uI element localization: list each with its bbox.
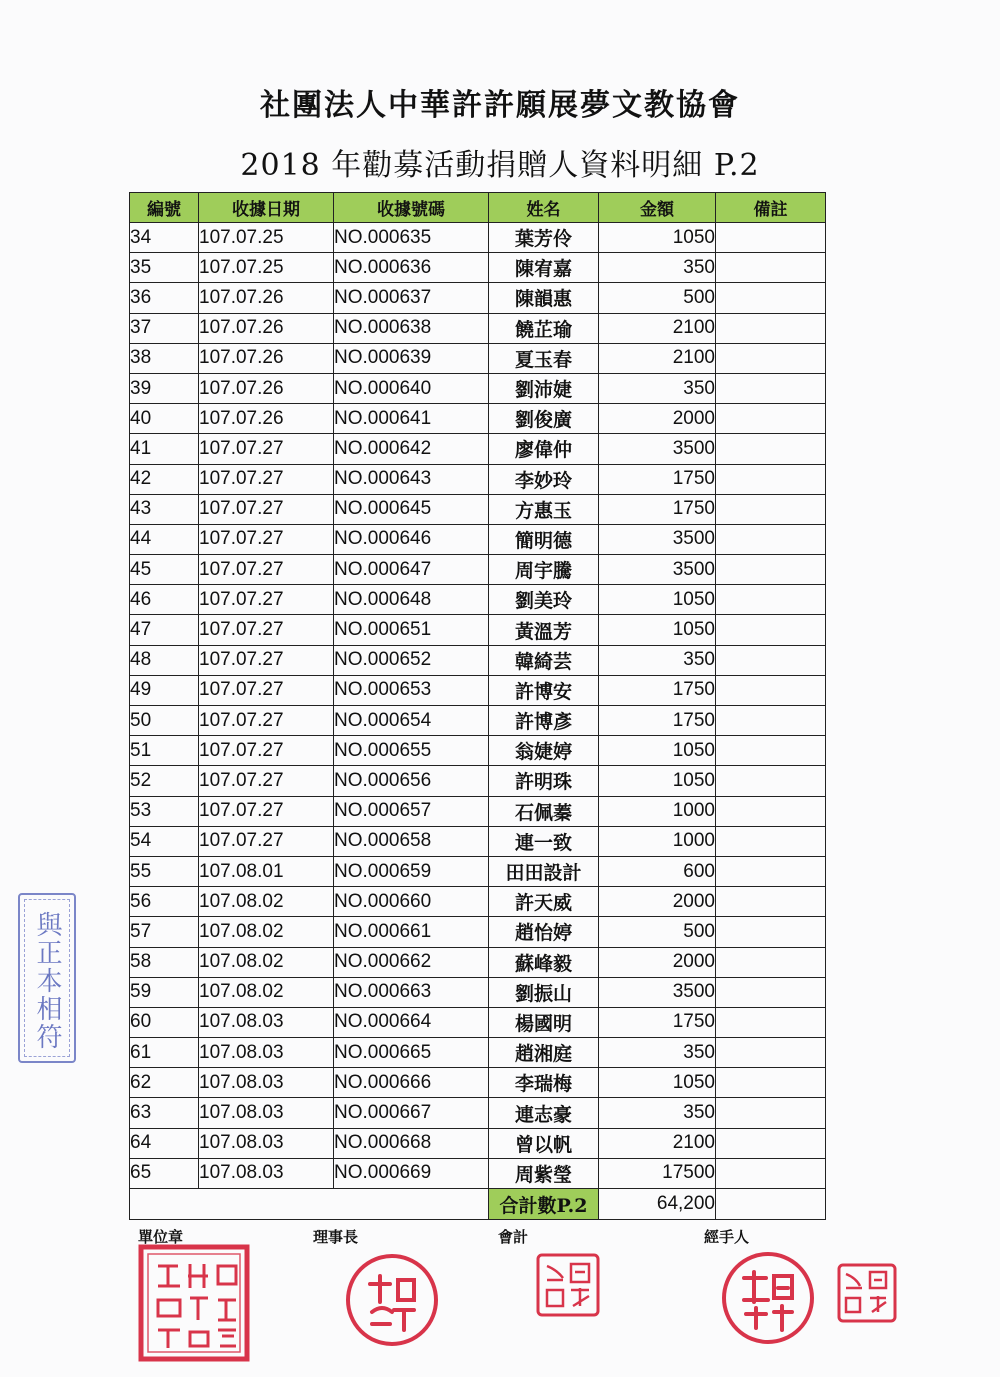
receipt-number: NO.000645: [334, 494, 489, 524]
row-number: 52: [130, 766, 199, 796]
receipt-number: NO.000637: [334, 283, 489, 313]
donor-name: 連一致: [489, 826, 599, 856]
remark: [716, 706, 826, 736]
receipt-date: 107.07.27: [199, 766, 334, 796]
column-header-note: 備註: [716, 193, 826, 223]
receipt-date: 107.08.02: [199, 947, 334, 977]
receipt-number: NO.000669: [334, 1158, 489, 1188]
remark: [716, 434, 826, 464]
donor-name: 方惠玉: [489, 494, 599, 524]
row-number: 53: [130, 796, 199, 826]
donor-name: 李妙玲: [489, 464, 599, 494]
donor-name: 許天威: [489, 887, 599, 917]
row-number: 55: [130, 856, 199, 886]
donor-name: 翁婕婷: [489, 736, 599, 766]
row-number: 46: [130, 585, 199, 615]
table-row: [130, 555, 826, 585]
table-row: [130, 615, 826, 645]
receipt-date: 107.08.03: [199, 1158, 334, 1188]
donor-name: 楊國明: [489, 1007, 599, 1037]
table-row: [130, 645, 826, 675]
receipt-number: NO.000656: [334, 766, 489, 796]
row-number: 36: [130, 283, 199, 313]
receipt-number: NO.000653: [334, 675, 489, 705]
remark: [716, 253, 826, 283]
donor-name: 廖偉仲: [489, 434, 599, 464]
donation-amount: 1050: [599, 615, 716, 645]
remark: [716, 283, 826, 313]
remark: [716, 947, 826, 977]
donation-amount: 1000: [599, 796, 716, 826]
table-row: [130, 675, 826, 705]
certified-copy-stamp: 與正本相符: [18, 893, 76, 1063]
receipt-date: 107.07.27: [199, 434, 334, 464]
donation-amount: 17500: [599, 1158, 716, 1188]
table-header-row: [130, 193, 826, 223]
remark: [716, 1128, 826, 1158]
remark: [716, 1098, 826, 1128]
donor-name: 劉沛婕: [489, 373, 599, 403]
chairman-seal-icon: [342, 1250, 442, 1350]
donation-amount: 350: [599, 373, 716, 403]
remark: [716, 856, 826, 886]
remark: [716, 464, 826, 494]
row-number: 40: [130, 404, 199, 434]
receipt-number: NO.000663: [334, 977, 489, 1007]
table-row: [130, 1007, 826, 1037]
table-row: [130, 796, 826, 826]
row-number: 42: [130, 464, 199, 494]
receipt-date: 107.07.25: [199, 223, 334, 253]
row-number: 35: [130, 253, 199, 283]
organization-seal-icon: [138, 1244, 250, 1362]
total-amount: 64,200: [599, 1189, 716, 1220]
receipt-number: NO.000657: [334, 796, 489, 826]
donation-amount: 2100: [599, 313, 716, 343]
receipt-date: 107.07.27: [199, 706, 334, 736]
receipt-number: NO.000664: [334, 1007, 489, 1037]
receipt-number: NO.000659: [334, 856, 489, 886]
receipt-number: NO.000640: [334, 373, 489, 403]
receipt-number: NO.000662: [334, 947, 489, 977]
table-row: [130, 1098, 826, 1128]
remark: [716, 796, 826, 826]
unit-seal-label: 單位章: [138, 1228, 184, 1246]
receipt-number: NO.000648: [334, 585, 489, 615]
receipt-date: 107.08.03: [199, 1038, 334, 1068]
table-row: [130, 977, 826, 1007]
total-row: [130, 1189, 826, 1220]
receipt-date: 107.07.27: [199, 615, 334, 645]
receipt-number: NO.000642: [334, 434, 489, 464]
remark: [716, 524, 826, 554]
donation-amount: 1050: [599, 736, 716, 766]
donation-amount: 2100: [599, 1128, 716, 1158]
donation-amount: 2000: [599, 404, 716, 434]
donor-name: 夏玉春: [489, 343, 599, 373]
row-number: 57: [130, 917, 199, 947]
donor-name: 趙湘庭: [489, 1038, 599, 1068]
donor-table: [129, 192, 826, 1220]
donor-name: 許博彥: [489, 706, 599, 736]
table-row: [130, 1128, 826, 1158]
receipt-number: NO.000636: [334, 253, 489, 283]
handler-seal-icon: [718, 1248, 818, 1348]
total-blank: [130, 1189, 489, 1220]
receipt-number: NO.000667: [334, 1098, 489, 1128]
donation-amount: 1750: [599, 464, 716, 494]
row-number: 34: [130, 223, 199, 253]
donor-name: 劉美玲: [489, 585, 599, 615]
receipt-date: 107.08.03: [199, 1128, 334, 1158]
row-number: 64: [130, 1128, 199, 1158]
receipt-date: 107.07.27: [199, 736, 334, 766]
remark: [716, 766, 826, 796]
receipt-date: 107.08.03: [199, 1007, 334, 1037]
row-number: 58: [130, 947, 199, 977]
table-row: [130, 283, 826, 313]
table-row: [130, 223, 826, 253]
remark: [716, 645, 826, 675]
donor-name: 黃溫芳: [489, 615, 599, 645]
donor-name: 石佩蓁: [489, 796, 599, 826]
receipt-number: NO.000660: [334, 887, 489, 917]
row-number: 37: [130, 313, 199, 343]
column-header-date: 收據日期: [199, 193, 334, 223]
row-number: 47: [130, 615, 199, 645]
donor-name: 許博安: [489, 675, 599, 705]
donation-amount: 1050: [599, 766, 716, 796]
remark: [716, 1158, 826, 1188]
donation-amount: 1000: [599, 826, 716, 856]
donation-amount: 350: [599, 645, 716, 675]
donation-amount: 500: [599, 283, 716, 313]
receipt-date: 107.07.27: [199, 675, 334, 705]
remark: [716, 494, 826, 524]
receipt-date: 107.07.27: [199, 524, 334, 554]
table-row: [130, 766, 826, 796]
row-number: 49: [130, 675, 199, 705]
row-number: 50: [130, 706, 199, 736]
table-row: [130, 887, 826, 917]
handler-label: 經手人: [704, 1228, 750, 1246]
donation-amount: 2000: [599, 887, 716, 917]
remark: [716, 404, 826, 434]
donation-amount: 3500: [599, 434, 716, 464]
row-number: 59: [130, 977, 199, 1007]
row-number: 62: [130, 1068, 199, 1098]
donation-amount: 3500: [599, 977, 716, 1007]
row-number: 38: [130, 343, 199, 373]
receipt-date: 107.07.27: [199, 826, 334, 856]
row-number: 45: [130, 555, 199, 585]
donor-name: 曾以帆: [489, 1128, 599, 1158]
donation-amount: 1750: [599, 1007, 716, 1037]
row-number: 65: [130, 1158, 199, 1188]
document-title: 2018 年勸募活動捐贈人資料明細 P.2: [240, 148, 760, 183]
donation-amount: 350: [599, 1098, 716, 1128]
receipt-number: NO.000652: [334, 645, 489, 675]
donation-amount: 3500: [599, 524, 716, 554]
donor-name: 劉振山: [489, 977, 599, 1007]
receipt-number: NO.000654: [334, 706, 489, 736]
row-number: 60: [130, 1007, 199, 1037]
receipt-date: 107.07.27: [199, 796, 334, 826]
column-header-number: 編號: [130, 193, 199, 223]
receipt-date: 107.08.03: [199, 1098, 334, 1128]
receipt-date: 107.08.01: [199, 856, 334, 886]
receipt-date: 107.07.27: [199, 494, 334, 524]
donation-amount: 2000: [599, 947, 716, 977]
receipt-number: NO.000666: [334, 1068, 489, 1098]
donor-name: 李瑞梅: [489, 1068, 599, 1098]
remark: [716, 1038, 826, 1068]
receipt-date: 107.07.27: [199, 645, 334, 675]
column-header-amount: 金額: [599, 193, 716, 223]
table-row: [130, 826, 826, 856]
remark: [716, 887, 826, 917]
table-row: [130, 736, 826, 766]
remark: [716, 1068, 826, 1098]
receipt-date: 107.08.02: [199, 977, 334, 1007]
remark: [716, 555, 826, 585]
receipt-date: 107.07.27: [199, 464, 334, 494]
remark: [716, 223, 826, 253]
row-number: 61: [130, 1038, 199, 1068]
second-accountant-seal-icon: [836, 1262, 898, 1324]
donor-name: 田田設計: [489, 856, 599, 886]
row-number: 54: [130, 826, 199, 856]
donor-name: 趙怡婷: [489, 917, 599, 947]
table-row: [130, 1038, 826, 1068]
donor-rows: [130, 223, 826, 1189]
table-row: [130, 856, 826, 886]
chairman-label: 理事長: [313, 1228, 359, 1246]
donation-amount: 1750: [599, 675, 716, 705]
donation-amount: 3500: [599, 555, 716, 585]
receipt-date: 107.08.02: [199, 917, 334, 947]
receipt-date: 107.08.02: [199, 887, 334, 917]
receipt-number: NO.000639: [334, 343, 489, 373]
table-row: [130, 494, 826, 524]
remark: [716, 585, 826, 615]
donation-amount: 2100: [599, 343, 716, 373]
remark: [716, 313, 826, 343]
donor-name: 簡明德: [489, 524, 599, 554]
donation-amount: 1050: [599, 585, 716, 615]
donor-name: 劉俊廣: [489, 404, 599, 434]
receipt-date: 107.07.26: [199, 313, 334, 343]
receipt-number: NO.000643: [334, 464, 489, 494]
receipt-number: NO.000658: [334, 826, 489, 856]
donation-amount: 600: [599, 856, 716, 886]
column-header-name: 姓名: [489, 193, 599, 223]
table-row: [130, 585, 826, 615]
donation-amount: 500: [599, 917, 716, 947]
receipt-date: 107.08.03: [199, 1068, 334, 1098]
organization-title: 社團法人中華許許願展夢文教協會: [260, 88, 740, 123]
table-row: [130, 917, 826, 947]
receipt-date: 107.07.26: [199, 404, 334, 434]
donor-name: 陳宥嘉: [489, 253, 599, 283]
table-row: [130, 253, 826, 283]
remark: [716, 917, 826, 947]
receipt-date: 107.07.26: [199, 343, 334, 373]
remark: [716, 826, 826, 856]
donor-name: 饒芷瑜: [489, 313, 599, 343]
receipt-date: 107.07.26: [199, 373, 334, 403]
table-row: [130, 313, 826, 343]
remark: [716, 373, 826, 403]
donor-name: 蘇峰毅: [489, 947, 599, 977]
remark: [716, 675, 826, 705]
table-row: [130, 343, 826, 373]
receipt-number: NO.000651: [334, 615, 489, 645]
donor-name: 連志豪: [489, 1098, 599, 1128]
donor-name: 許明珠: [489, 766, 599, 796]
receipt-number: NO.000655: [334, 736, 489, 766]
table-row: [130, 1158, 826, 1188]
receipt-number: NO.000647: [334, 555, 489, 585]
receipt-number: NO.000668: [334, 1128, 489, 1158]
remark: [716, 1007, 826, 1037]
table-row: [130, 524, 826, 554]
donor-name: 周宇騰: [489, 555, 599, 585]
row-number: 63: [130, 1098, 199, 1128]
donation-amount: 1050: [599, 1068, 716, 1098]
table-row: [130, 947, 826, 977]
donor-name: 葉芳伶: [489, 223, 599, 253]
remark: [716, 343, 826, 373]
receipt-date: 107.07.25: [199, 253, 334, 283]
receipt-date: 107.07.27: [199, 555, 334, 585]
accountant-seal-icon: [535, 1252, 601, 1318]
donor-name: 陳韻惠: [489, 283, 599, 313]
table-row: [130, 464, 826, 494]
donor-name: 周紫瑩: [489, 1158, 599, 1188]
receipt-date: 107.07.27: [199, 585, 334, 615]
total-note: [716, 1189, 826, 1220]
receipt-date: 107.07.26: [199, 283, 334, 313]
donation-amount: 1050: [599, 223, 716, 253]
remark: [716, 736, 826, 766]
donation-amount: 350: [599, 1038, 716, 1068]
donor-name: 韓綺芸: [489, 645, 599, 675]
receipt-number: NO.000635: [334, 223, 489, 253]
receipt-number: NO.000641: [334, 404, 489, 434]
row-number: 41: [130, 434, 199, 464]
donation-amount: 350: [599, 253, 716, 283]
receipt-number: NO.000646: [334, 524, 489, 554]
table-row: [130, 434, 826, 464]
remark: [716, 977, 826, 1007]
row-number: 48: [130, 645, 199, 675]
donation-amount: 1750: [599, 494, 716, 524]
table-row: [130, 706, 826, 736]
receipt-number: NO.000661: [334, 917, 489, 947]
donation-amount: 1750: [599, 706, 716, 736]
row-number: 56: [130, 887, 199, 917]
row-number: 43: [130, 494, 199, 524]
table-row: [130, 1068, 826, 1098]
receipt-number: NO.000665: [334, 1038, 489, 1068]
table-row: [130, 404, 826, 434]
row-number: 39: [130, 373, 199, 403]
row-number: 44: [130, 524, 199, 554]
table-row: [130, 373, 826, 403]
remark: [716, 615, 826, 645]
total-label: 合計數P.2: [489, 1189, 599, 1220]
receipt-number: NO.000638: [334, 313, 489, 343]
accounting-label: 會計: [498, 1228, 529, 1246]
row-number: 51: [130, 736, 199, 766]
column-header-receipt: 收據號碼: [334, 193, 489, 223]
